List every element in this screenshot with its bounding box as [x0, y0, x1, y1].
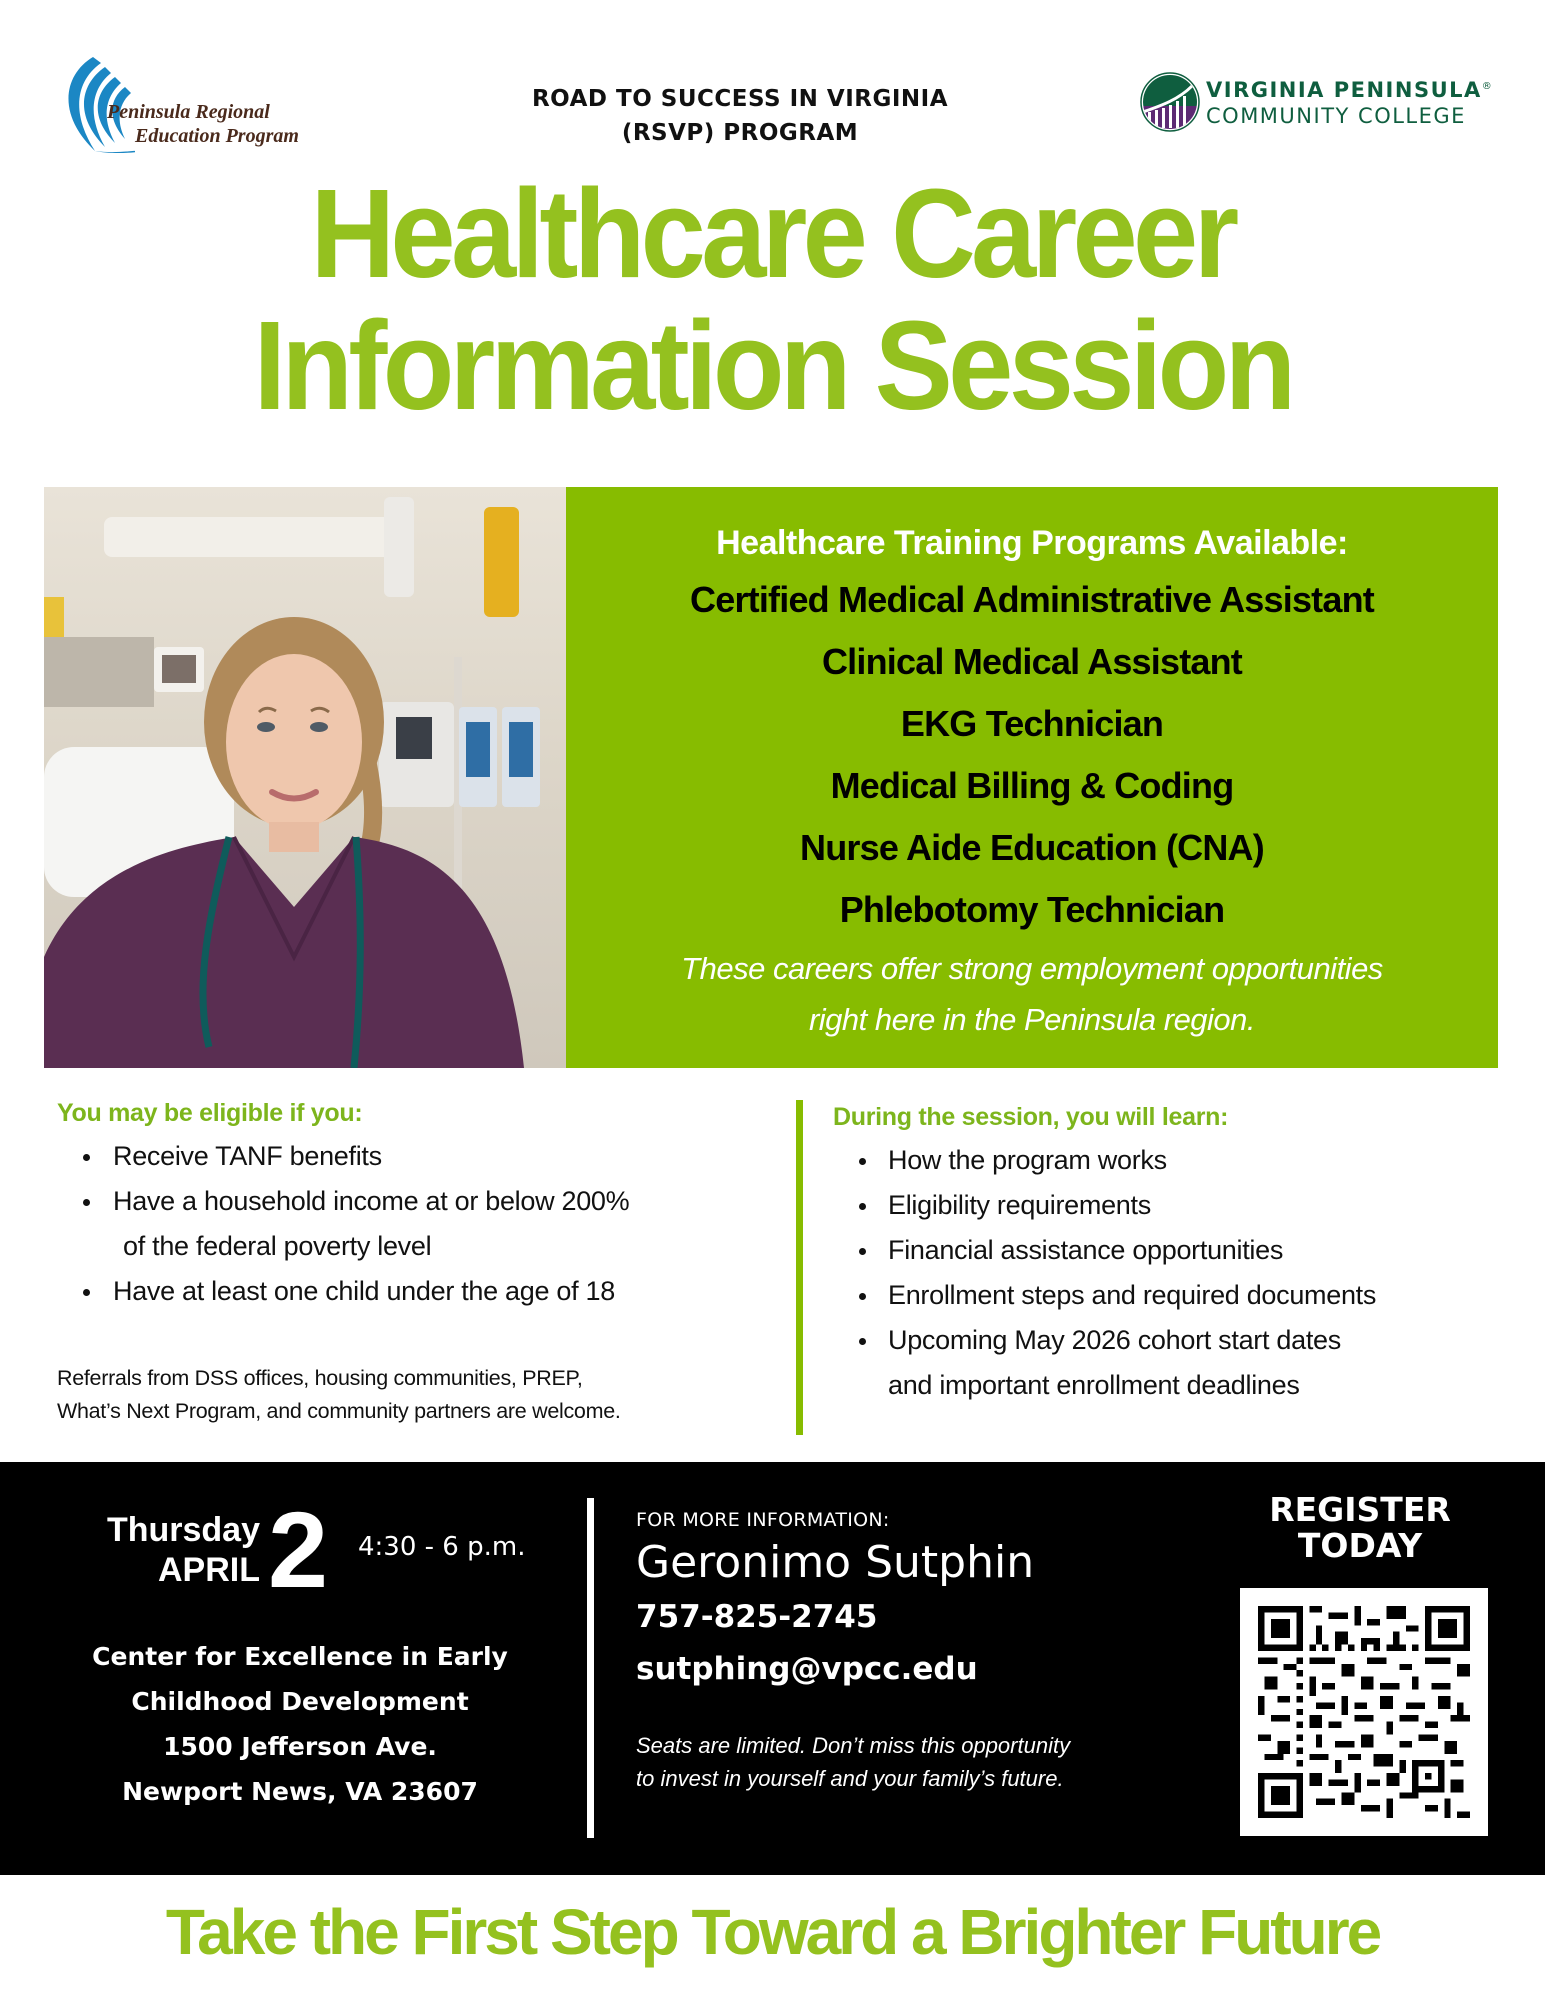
list-item: Have a household income at or below 200% of the federal poverty level	[57, 1179, 777, 1269]
section-divider	[796, 1100, 803, 1435]
eligibility-list	[57, 1134, 777, 1314]
event-date	[68, 1489, 568, 1620]
program-item: Nurse Aide Education (CNA)	[800, 827, 1264, 868]
vpcc-logo	[1140, 72, 1500, 138]
registered-mark: ®	[1481, 81, 1492, 92]
hero-photo	[44, 487, 566, 1068]
prep-logo	[55, 55, 335, 155]
bullet-icon	[859, 1203, 866, 1210]
bullet-icon	[83, 1289, 90, 1296]
page-title	[0, 163, 1545, 436]
eligibility-heading: You may be eligible if you:	[57, 1099, 363, 1127]
list-item: Financial assistance opportunities	[833, 1228, 1533, 1273]
contact-info	[636, 1507, 1196, 1795]
program-item: Medical Billing & Coding	[830, 765, 1234, 806]
qr-code-icon	[1258, 1606, 1470, 1818]
list-item: Upcoming May 2026 cohort start dates and important enrollment deadlines	[833, 1318, 1533, 1408]
bullet-icon	[859, 1293, 866, 1300]
program-item: Certified Medical Administrative Assistant	[690, 579, 1374, 620]
nurse-photo-illustration	[44, 487, 566, 1068]
list-item: Enrollment steps and required documents	[833, 1273, 1533, 1318]
bullet-icon	[83, 1199, 90, 1206]
vpcc-logo-line1: VIRGINIA PENINSULA®	[1206, 78, 1492, 102]
event-time: 4:30 - 6 p.m.	[358, 1532, 526, 1562]
bullet-icon	[859, 1338, 866, 1345]
page-title-line2: Information Session	[253, 295, 1292, 436]
contact-name: Geronimo Sutphin	[636, 1537, 1035, 1588]
register-qr-code[interactable]	[1240, 1588, 1488, 1836]
event-venue: Center for Excellence in Early Childhood Development 1500 Jefferson Ave. Newport News, VA 23607	[92, 1642, 508, 1806]
prep-logo-line1: Peninsula Regional	[107, 101, 270, 123]
programs-panel	[566, 487, 1498, 1068]
eligibility-section	[57, 1096, 777, 1314]
band-divider	[587, 1498, 594, 1838]
programs-tagline: These careers offer strong employment opportunities right here in the Peninsula region.	[681, 951, 1383, 1037]
list-item: Receive TANF benefits	[57, 1134, 777, 1179]
program-item: Phlebotomy Technician	[839, 889, 1225, 930]
contact-phone-link[interactable]: 757-825-2745	[636, 1599, 878, 1635]
register-label: REGISTER TODAY	[1269, 1490, 1451, 1565]
learn-list	[833, 1138, 1533, 1408]
list-item: Have at least one child under the age of 18	[57, 1269, 777, 1314]
contact-email-link[interactable]: sutphing@vpcc.edu	[636, 1651, 978, 1687]
event-details-band	[0, 1462, 1545, 1875]
learn-heading: During the session, you will learn:	[833, 1103, 1229, 1131]
program-name-line1: ROAD TO SUCCESS IN VIRGINIA	[531, 86, 949, 112]
footer-tagline: Take the First Step Toward a Brighter Future	[165, 1896, 1380, 1968]
contact-note: Seats are limited. Don’t miss this opportunity to invest in yourself and your family’s future.	[636, 1733, 1071, 1791]
learn-section	[833, 1100, 1533, 1408]
bullet-icon	[859, 1248, 866, 1255]
page-title-line1: Healthcare Career	[310, 163, 1235, 304]
bullet-icon	[83, 1154, 90, 1161]
event-month: APRIL	[158, 1551, 260, 1589]
event-day-number: 2	[268, 1489, 329, 1610]
program-name	[440, 82, 1040, 150]
vpcc-logo-line2: COMMUNITY COLLEGE	[1206, 104, 1466, 128]
vpcc-emblem-icon	[1140, 72, 1200, 132]
prep-logo-line2: Education Program	[135, 125, 299, 147]
register-section	[1230, 1492, 1490, 1564]
list-item: Eligibility requirements	[833, 1183, 1533, 1228]
event-day-of-week: Thursday	[106, 1511, 260, 1549]
programs-heading: Healthcare Training Programs Available:	[716, 524, 1348, 562]
bullet-icon	[859, 1158, 866, 1165]
program-item: EKG Technician	[900, 703, 1164, 744]
list-item: How the program works	[833, 1138, 1533, 1183]
program-item: Clinical Medical Assistant	[821, 641, 1242, 682]
program-name-line2: (RSVP) PROGRAM	[621, 120, 859, 146]
referral-note: Referrals from DSS offices, housing communities, PREP, What’s Next Program, and community partners are welcome.	[57, 1366, 621, 1423]
contact-label: FOR MORE INFORMATION:	[636, 1509, 890, 1531]
